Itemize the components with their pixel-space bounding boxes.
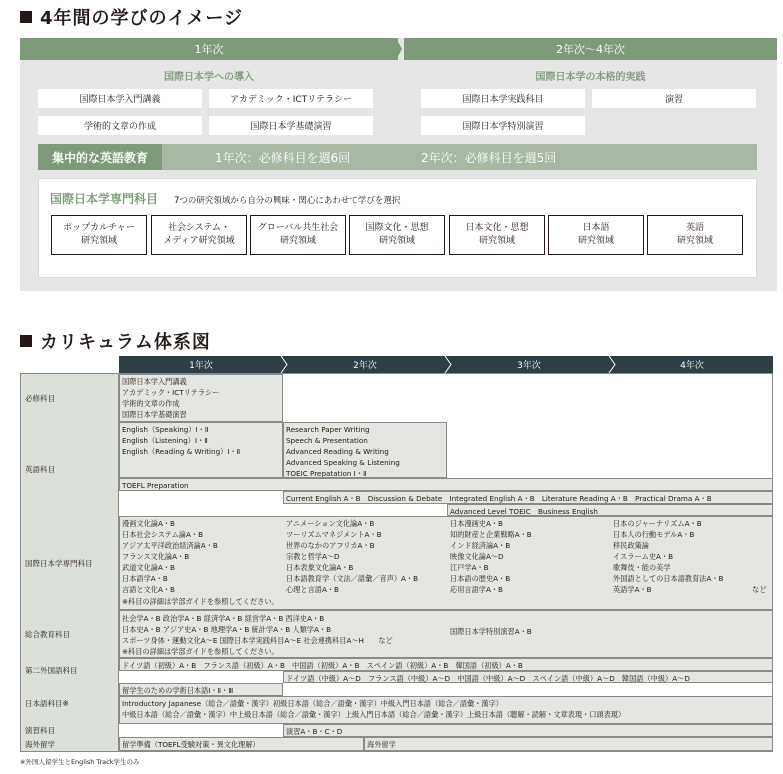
research-area: 日本文化・思想 研究領域 [449, 215, 545, 255]
section-title-learning: 4年間の学びのイメージ [20, 4, 243, 30]
research-area: グローバル共生社会 研究領域 [250, 215, 346, 255]
research-area: 社会システム・ メディア研究領域 [151, 215, 247, 255]
japanese-courses: Introductory Japanese（総合／語彙・漢字）初級日本語（総合／語彙・漢字）中級入門日本語（総合／語彙・漢字） 中級日本語（総合／語彙・漢字）中上級日本語（総合／語彙・漢字）上級入門日本語（総合／語彙・漢字）上級日本語（聴解・読解・文章表現・口頭表現） [119, 696, 773, 724]
y1-item: 学術的文章の作成 [38, 116, 202, 135]
year2-header: 2年次〜4年次 [404, 38, 777, 60]
year2-subtitle: 国際日本学の本格的実践 [535, 72, 646, 83]
second-basic: ドイツ語（初級）A・B フランス語（初級）A・B 中国語（初級）A・B スペイン語（初級）A・B 韓国語（初級）A・B [119, 658, 773, 671]
abroad-prep: 留学準備（TOEFL受験対策・異文化理解） [119, 737, 364, 751]
english-upper: Current English A・B Discussion & Debate Integrated English A・B Literature Reading A・B Practical Drama A・B [283, 491, 773, 504]
y2-item: 国際日本学特別演習 [421, 116, 585, 135]
y1-item: 国際日本学入門講義 [38, 89, 202, 108]
row-label: 英語科目 [21, 422, 119, 516]
specialty-y1: 漫画文化論A・B 日本社会システム論A・B アジア太平洋政治経済論A・B フランス文化論A・B 武道文化論A・B 日本語学A・B 言語と文化A・B [122, 519, 218, 594]
research-area: 国際文化・思想 研究領域 [349, 215, 445, 255]
research-area: ポップカルチャー 研究領域 [51, 215, 147, 255]
year-header: 3年次 [447, 356, 611, 373]
square-icon [20, 335, 32, 347]
english-band-label: 集中的な英語教育 [38, 144, 162, 170]
general-cell: 社会学A・B 政治学A・B 経済学A・B 経営学A・B 西洋史A・B 日本史A・B アジア史A・B 地理学A・B 統計学A・B 人類学A・B スポーツ身体・運動文化A〜E 国際日本学実践科目A〜E 社会連携科目A〜H など ※科目の詳細は学部ガイドを参照してください。 [119, 610, 773, 658]
row-label: 総合教育科目 [21, 610, 119, 658]
row-label: 第二外国語科目 [21, 658, 119, 683]
row-label: 必修科目 [21, 374, 119, 422]
specialty-etc: など [752, 585, 767, 594]
year-header: 2年次 [283, 356, 447, 373]
seminar-y2: 演習A・B・C・D [283, 724, 773, 737]
y2-item: 演習 [592, 89, 756, 108]
english-band-y2: 2年次：必修科目を週5回 [421, 150, 557, 165]
row-label: 海外留学 [21, 737, 119, 751]
research-area: 英語 研究領域 [647, 215, 743, 255]
general-y3: 国際日本学特別演習A・B [450, 627, 532, 636]
row-label: 演習科目 [21, 724, 119, 737]
y2-item: 国際日本学実践科目 [421, 89, 585, 108]
specialty-title: 国際日本学専門科目 [50, 192, 159, 206]
specialty-y4: 日本のジャーナリズムA・B 日本人の行動モデルA・B 移民政策論 イスラーム史A・B 歌舞伎・能の美学 外国語としての日本語教育法A・B 英語学A・B [613, 519, 724, 594]
arrow-icon [390, 38, 404, 60]
year-header: 1年次 [119, 356, 283, 373]
row-label: 国際日本学専門科目 [21, 516, 119, 610]
english-band-y1: 1年次：必修科目を週6回 [215, 150, 351, 165]
abroad-study: 海外留学 [364, 737, 773, 751]
english-y2: Research Paper Writing Speech & Presentation Advanced Reading & Writing Advanced Speaking & Listening TOEIC Prepatation Ⅰ・Ⅱ [283, 422, 447, 478]
research-area: 日本語 研究領域 [548, 215, 644, 255]
square-icon [20, 11, 32, 23]
english-advanced: Advanced Level TOEIC Business English [447, 504, 773, 516]
y1-item: 国際日本学基礎演習 [209, 116, 373, 135]
year1-header: 1年次 [20, 38, 398, 60]
y1-item: アカデミック・ICTリテラシー [209, 89, 373, 108]
section-title-curriculum: カリキュラム体系図 [20, 328, 211, 354]
footnote: ※外国人留学生とEnglish Track学生のみ [20, 758, 140, 766]
english-toefl: TOEFL Preparation [119, 478, 773, 491]
specialty-note: ※科目の詳細は学部ガイドを参照してください。 [122, 597, 279, 606]
row-label: 日本語科目※ [21, 683, 119, 724]
english-y1: English（Speaking）Ⅰ・Ⅱ English（Listening）Ⅰ・Ⅱ English（Reading & Writing）Ⅰ・Ⅱ [119, 422, 283, 478]
specialty-y2: アニメーション文化論A・B ツーリズムマネジメントA・B 世界のなかのアフリカA・B 宗教と哲学A〜D 日本表象文化論A・B 日本語教育学（文法／語彙／音声）A・B 心理と言語A・B [286, 519, 419, 594]
second-mid: ドイツ語（中級）A〜D フランス語（中級）A〜D 中国語（中級）A〜D スペイン語（中級）A〜D 韓国語（中級）A〜D [283, 671, 773, 683]
specialty-desc: 7つの研究領域から自分の興味・関心にあわせて学びを選択 [174, 196, 401, 206]
japanese-academic: 留学生のための学術日本語Ⅰ・Ⅱ・Ⅲ [119, 683, 283, 696]
required-y1: 国際日本学入門講義 アカデミック・ICTリテラシー 学術的文章の作成 国際日本学基礎演習 [119, 374, 283, 422]
specialty-y3: 日本漫画史A・B 知的財産と企業戦略A・B インド経済論A・B 映像文化論A〜D 江戸学A・B 日本語の歴史A・B 応用言語学A・B [450, 519, 532, 594]
year-header: 4年次 [611, 356, 773, 373]
year-arrows [279, 356, 619, 373]
year1-subtitle: 国際日本学への導入 [164, 72, 254, 83]
